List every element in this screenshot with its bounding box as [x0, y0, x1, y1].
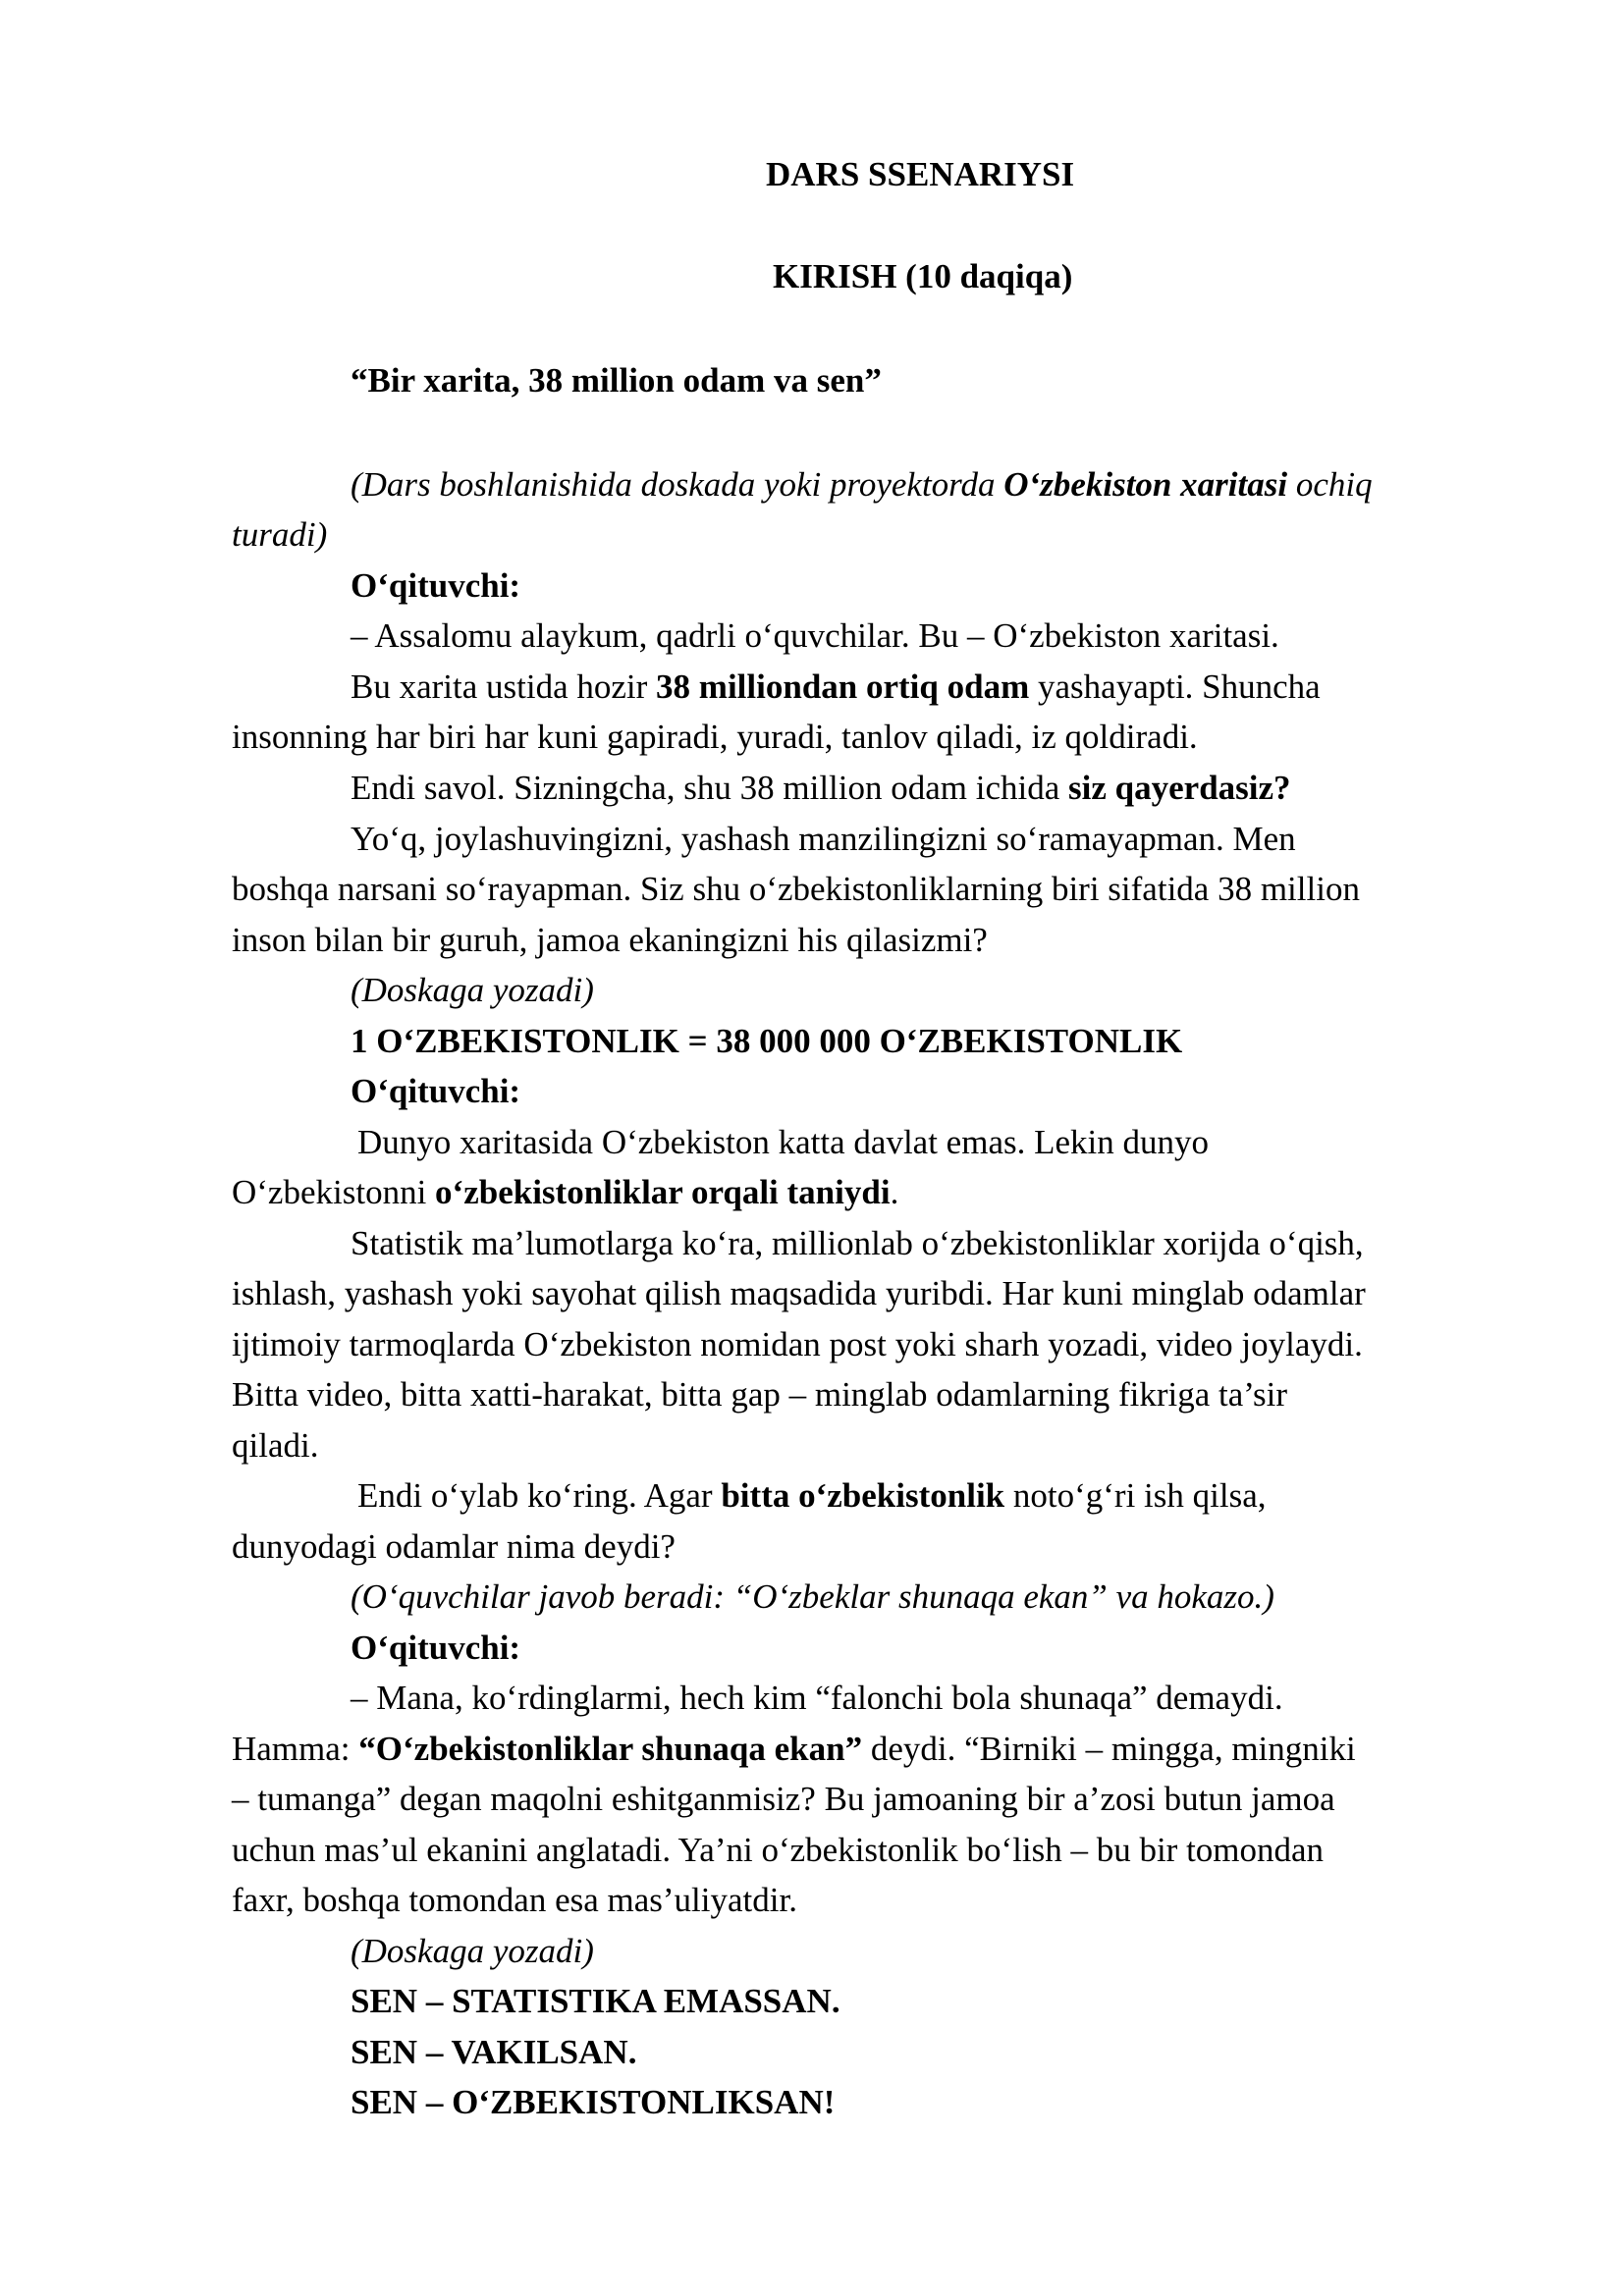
paragraph-question — [351, 763, 1291, 813]
text: Endi savol. Sizningcha, shu 38 million odam ichida — [351, 769, 1069, 807]
formula: 1 O‘ZBEKISTONLIK = 38 000 000 O‘ZBEKISTONLIK — [351, 1022, 1183, 1060]
text: Hamma: — [232, 1730, 359, 1768]
one-uzbek-emphasis: bitta o‘zbekistonlik — [721, 1476, 1005, 1515]
slogan: SEN – STATISTIKA EMASSAN. — [351, 1982, 840, 2020]
lesson-subtitle: “Bir xarita, 38 million odam va sen” — [351, 361, 882, 400]
paragraph-population-continuation: insonning har biri har kuni gapiradi, yuradi, tanlov qiladi, iz qoldiradi. — [232, 718, 1198, 756]
slogan: SEN – VAKILSAN. — [351, 2033, 637, 2071]
document-title: DARS SSENARIYSI — [766, 155, 1075, 193]
paragraph-proverb-line-2 — [232, 1724, 1356, 1774]
paragraph-proverb-line-5: faxr, boshqa tomondan esa mas’uliyatdir. — [232, 1881, 797, 1919]
paragraph-world-map-continuation — [232, 1167, 898, 1217]
teacher-label: O‘qituvchi: — [351, 1629, 521, 1667]
question-emphasis: siz qayerdasiz? — [1068, 769, 1291, 807]
population-emphasis: 38 milliondan ortiq odam — [656, 667, 1030, 706]
paragraph-proverb-line-4: uchun mas’ul ekanini anglatadi. Ya’ni o‘zbekistonlik bo‘lish – bu bir tomondan — [232, 1831, 1325, 1869]
text: . — [890, 1173, 899, 1211]
text: Bu xarita ustida hozir — [351, 667, 657, 706]
stage-direction-text: (Dars boshlanishida doskada yoki proyektorda — [351, 465, 1004, 504]
paragraph-statistics-line-2: ishlash, yashash yoki sayohat qilish maqsadida yuribdi. Har kuni minglab odamlar — [232, 1274, 1366, 1312]
paragraph-think — [357, 1470, 1267, 1521]
paragraph-clarification-line-3: inson bilan bir guruh, jamoa ekaningizni his qilasizmi? — [232, 921, 988, 959]
paragraph-think-continuation: dunyodagi odamlar nima deydi? — [232, 1527, 676, 1566]
teacher-label: O‘qituvchi: — [351, 566, 521, 605]
text: O‘zbekistonni — [232, 1173, 436, 1211]
stage-direction-continuation: turadi) — [232, 515, 328, 554]
paragraph-statistics-line-1: Statistik ma’lumotlarga ko‘ra, millionlab o‘zbekistonliklar xorijda o‘qish, — [351, 1224, 1364, 1262]
paragraph-clarification-line-2: boshqa narsani so‘rayapman. Siz shu o‘zbekistonliklarning biri sifatida 38 million — [232, 870, 1360, 908]
paragraph-world-map: Dunyo xaritasida O‘zbekiston katta davlat emas. Lekin dunyo — [357, 1123, 1209, 1161]
text: deydi. “Birniki – mingga, mingniki — [862, 1730, 1356, 1768]
paragraph-greeting: – Assalomu alaykum, qadrli o‘quvchilar. Bu – O‘zbekiston xaritasi. — [351, 616, 1279, 655]
text: yashayapti. Shuncha — [1029, 667, 1321, 706]
paragraph-proverb-line-1: – Mana, ko‘rdinglarmi, hech kim “falonchi bola shunaqa” demaydi. — [351, 1679, 1283, 1717]
quote-emphasis: “O‘zbekistonliklar shunaqa ekan” — [358, 1730, 863, 1768]
students-note: (O‘quvchilar javob beradi: “O‘zbeklar shunaqa ekan” va hokazo.) — [351, 1577, 1274, 1616]
recognition-emphasis: o‘zbekistonliklar orqali taniydi — [435, 1173, 891, 1211]
paragraph-statistics-line-4: Bitta video, bitta xatti-harakat, bitta gap – minglab odamlarning fikriga ta’sir — [232, 1375, 1287, 1414]
paragraph-population — [351, 662, 1321, 712]
paragraph-statistics-line-3: ijtimoiy tarmoqlarda O‘zbekiston nomidan post yoki sharh yozadi, video joylaydi. — [232, 1325, 1363, 1363]
section-heading: KIRISH (10 daqiqa) — [773, 257, 1073, 295]
map-emphasis: O‘zbekiston xaritasi — [1003, 465, 1288, 504]
text: Endi o‘ylab ko‘ring. Agar — [357, 1476, 722, 1515]
text: noto‘g‘ri ish qilsa, — [1004, 1476, 1267, 1515]
paragraph-clarification-line-1: Yo‘q, joylashuvingizni, yashash manzilingizni so‘ramayapman. Men — [351, 820, 1296, 858]
stage-direction-text: ochiq — [1287, 465, 1373, 504]
board-note: (Doskaga yozadi) — [351, 1932, 594, 1970]
paragraph-statistics-line-5: qiladi. — [232, 1426, 319, 1465]
slogan: SEN – O‘ZBEKISTONLIKSAN! — [351, 2083, 836, 2121]
board-note: (Doskaga yozadi) — [351, 971, 594, 1009]
paragraph-proverb-line-3: – tumanga” degan maqolni eshitganmisiz? Bu jamoaning bir a’zosi butun jamoa — [232, 1780, 1335, 1818]
teacher-label: O‘qituvchi: — [351, 1072, 521, 1110]
stage-direction-map — [351, 459, 1373, 509]
